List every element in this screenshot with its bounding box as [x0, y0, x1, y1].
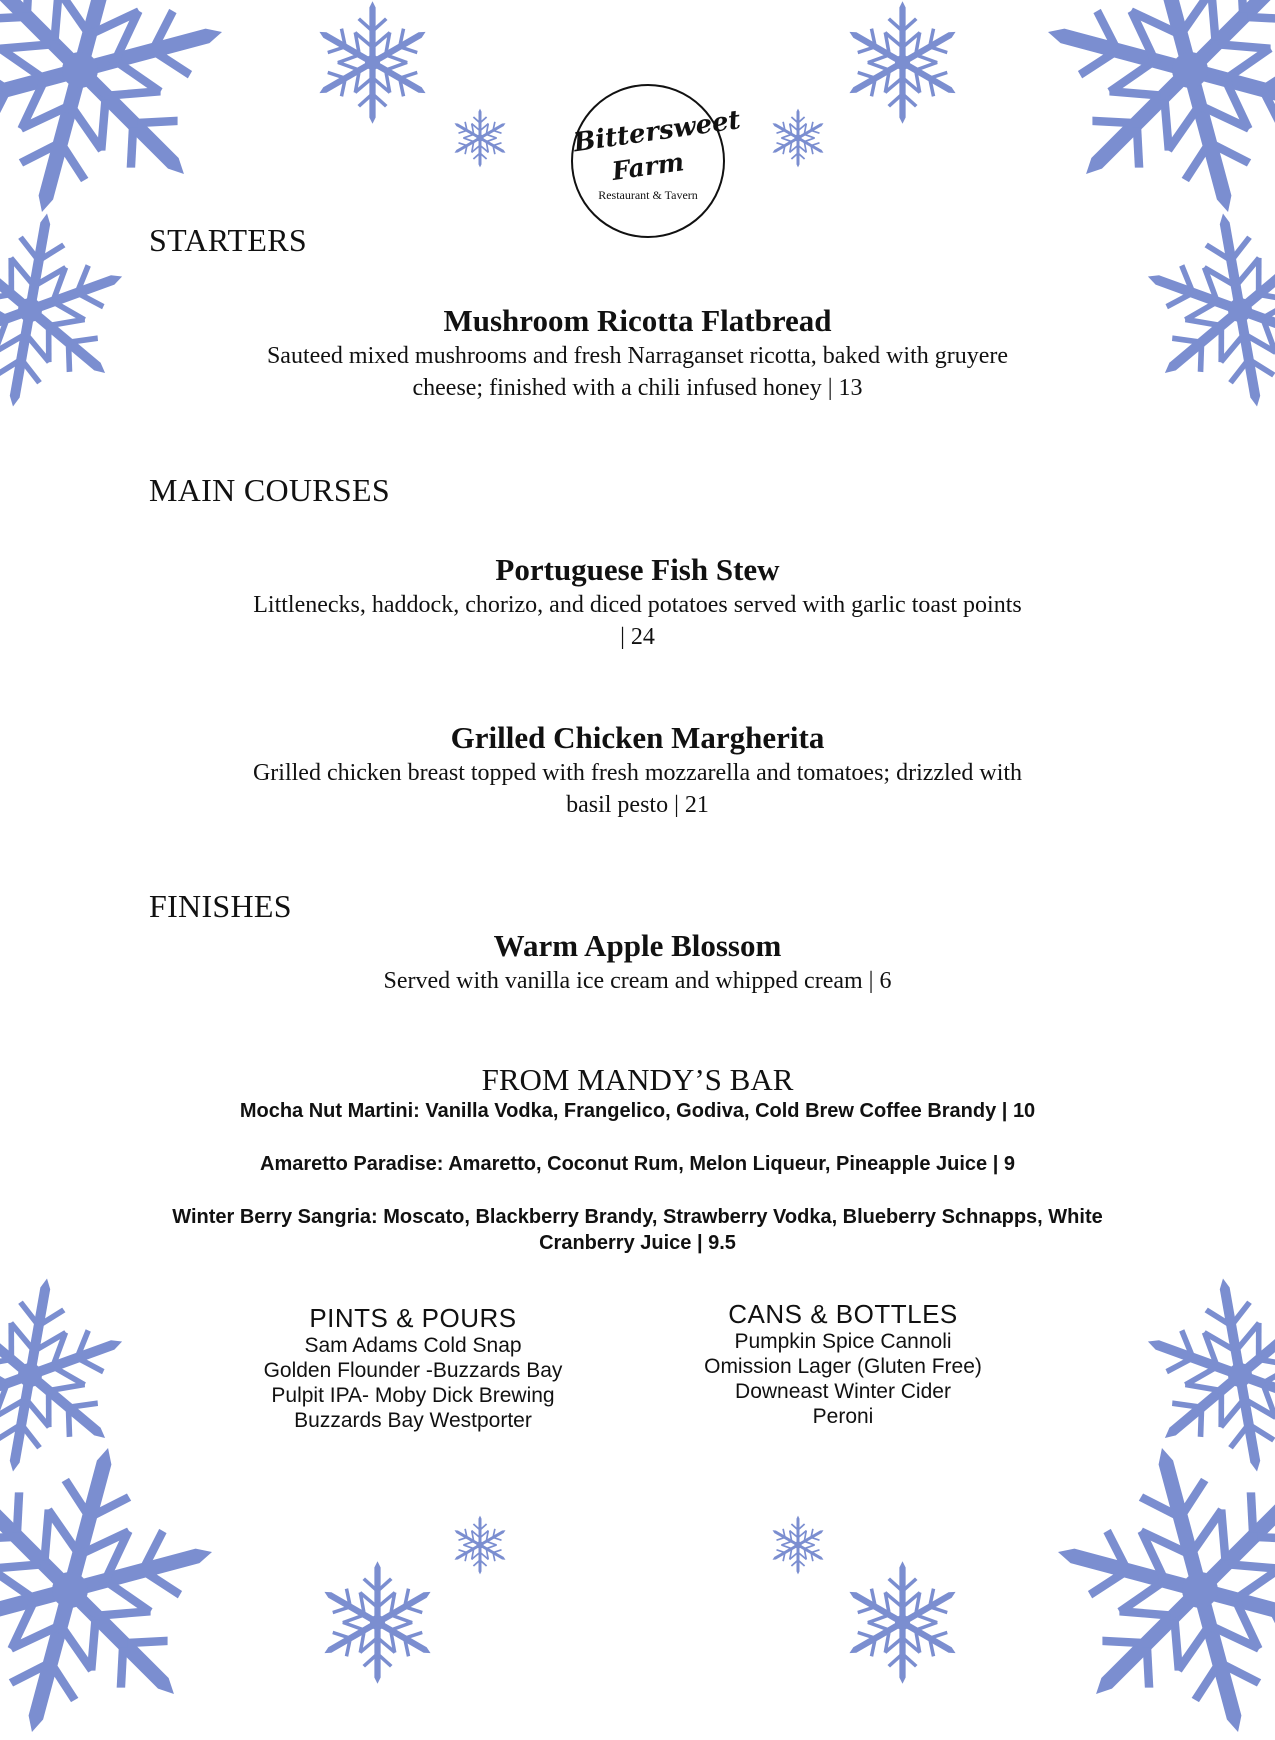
pints-list — [203, 1333, 623, 1433]
menu-item-name: Mushroom Ricotta Flatbread — [443, 303, 832, 338]
cocktail-line: Mocha Nut Martini: Vanilla Vodka, Frangelico, Godiva, Cold Brew Coffee Brandy | 10 — [239, 1100, 1036, 1122]
snowflake-icon — [840, 0, 965, 125]
snowflake-icon — [450, 108, 510, 168]
menu-item-description — [150, 757, 1125, 821]
snowflake-icon — [0, 1440, 220, 1740]
snowflake-icon — [1050, 1440, 1275, 1740]
cocktail-line: Cranberry Juice | 9.5 — [539, 1232, 736, 1254]
list-item: Downeast Winter Cider — [735, 1380, 951, 1403]
list-item: Peroni — [812, 1405, 874, 1428]
logo-subtitle: Restaurant & Tavern — [598, 188, 698, 202]
snowflake-icon — [1140, 210, 1275, 410]
bar-section-title: FROM MANDY’S BAR — [481, 1062, 794, 1097]
menu-item — [150, 927, 1125, 997]
snowflake-icon — [315, 1560, 440, 1685]
list-item: Pumpkin Spice Cannoli — [734, 1330, 952, 1353]
menu-item-name: Warm Apple Blossom — [493, 928, 782, 963]
section-heading-finishes: FINISHES — [149, 888, 292, 924]
cans-heading: CANS & BOTTLES — [728, 1299, 958, 1329]
snowflake-icon — [1040, 0, 1275, 220]
menu-item-description — [150, 965, 1125, 997]
list-item: Pulpit IPA- Moby Dick Brewing — [271, 1384, 555, 1407]
description-line: cheese; finished with a chili infused honey | 13 — [412, 375, 863, 401]
cocktail-item — [150, 1204, 1125, 1256]
menu-item-name: Portuguese Fish Stew — [495, 552, 780, 587]
snowflake-icon — [768, 108, 828, 168]
snowflake-icon — [0, 0, 230, 220]
description-line: Grilled chicken breast topped with fresh mozzarella and tomatoes; drizzled with — [252, 760, 1023, 786]
cans-and-bottles-column — [633, 1299, 1053, 1429]
pints-heading: PINTS & POURS — [309, 1303, 517, 1333]
menu-item — [150, 719, 1125, 821]
pints-and-pours-column — [203, 1303, 623, 1433]
list-item: Golden Flounder -Buzzards Bay — [263, 1359, 563, 1382]
cans-list — [633, 1329, 1053, 1429]
menu-item — [150, 302, 1125, 404]
snowflake-icon — [840, 1560, 965, 1685]
menu-item — [150, 551, 1125, 653]
menu-item-description — [150, 340, 1125, 404]
list-item: Omission Lager (Gluten Free) — [704, 1355, 982, 1378]
cocktail-line: Amaretto Paradise: Amaretto, Coconut Rum, Melon Liqueur, Pineapple Juice | 9 — [260, 1153, 1015, 1175]
section-heading-main-courses: MAIN COURSES — [149, 472, 390, 508]
logo-line-2: Farm — [610, 147, 686, 186]
cocktail-item — [150, 1098, 1125, 1124]
description-line: basil pesto | 21 — [566, 792, 709, 818]
description-line: | 24 — [620, 624, 655, 650]
cocktail-line: Winter Berry Sangria: Moscato, Blackberry Brandy, Strawberry Vodka, Blueberry Schnapps, White — [172, 1206, 1103, 1228]
restaurant-logo — [571, 84, 743, 238]
description-line: Littlenecks, haddock, chorizo, and diced potatoes served with garlic toast points — [253, 592, 1022, 618]
menu-item-name: Grilled Chicken Margherita — [450, 720, 825, 755]
description-line: Sauteed mixed mushrooms and fresh Narraganset ricotta, baked with gruyere — [266, 343, 1009, 369]
cocktail-item — [150, 1151, 1125, 1177]
section-heading-starters: STARTERS — [149, 222, 307, 258]
list-item: Buzzards Bay Westporter — [294, 1409, 532, 1432]
menu-item-description — [150, 589, 1125, 653]
description-line: Served with vanilla ice cream and whipped cream | 6 — [383, 968, 892, 994]
snowflake-icon — [310, 0, 435, 125]
snowflake-icon — [768, 1515, 828, 1575]
logo-line-1: Bittersweet — [571, 105, 743, 159]
snowflake-icon — [0, 210, 130, 410]
list-item: Sam Adams Cold Snap — [304, 1334, 522, 1357]
snowflake-icon — [450, 1515, 510, 1575]
